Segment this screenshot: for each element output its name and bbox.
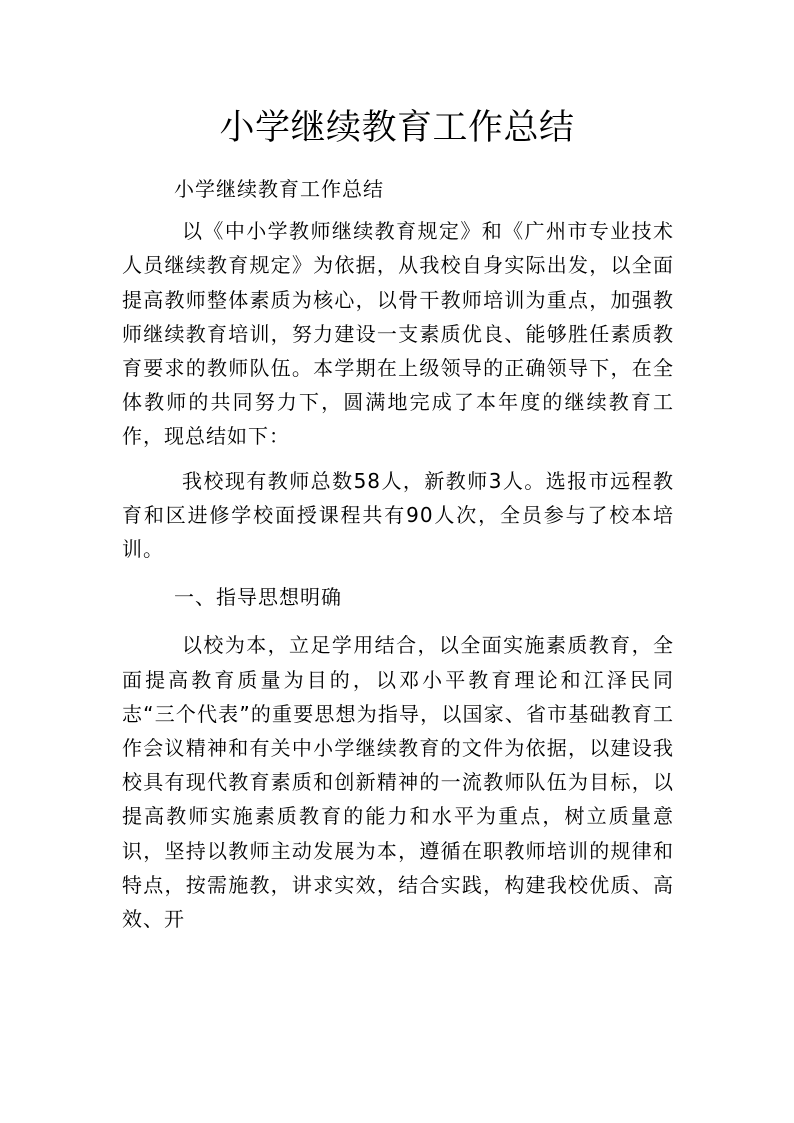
document-body <box>122 172 674 936</box>
staff-paragraph: 我校现有教师总数58人，新教师3人。选报市远程教育和区进修学校面授课程共有90人次，全员参与了校本培训。 <box>122 468 674 562</box>
section-paragraph: 以校为本，立足学用结合，以全面实施素质教育，全面提高教育质量为目的，以邓小平教育理论和江泽民同志“三个代表”的重要思想为指导，以国家、省市基础教育工作会议精神和有关中小学继续教育的文件为依据，以建设我校具有现代教育素质和创新精神的一流教师队伍为目标，以提高教师实施素质教育的能力和水平为重点，树立质量意识，坚持以教师主动发展为本，遵循在职教师培训的规律和特点，按需施教，讲求实效，结合实践，构建我校优质、高效、开 <box>122 633 674 932</box>
section-heading: 一、指导思想明确 <box>174 585 342 610</box>
document-subtitle: 小学继续教育工作总结 <box>174 177 384 201</box>
document-title: 小学继续教育工作总结 <box>219 108 575 148</box>
intro-paragraph: 以《中小学教师继续教育规定》和《广州市专业技术人员继续教育规定》为依据，从我校自身实际出发，以全面提高教师整体素质为核心，以骨干教师培训为重点，加强教师继续教育培训，努力建设一支素质优良、能够胜任素质教育要求的教师队伍。本学期在上级领导的正确领导下，在全体教师的共同努力下，圆满地完成了本年度的继续教育工作，现总结如下： <box>122 219 674 449</box>
